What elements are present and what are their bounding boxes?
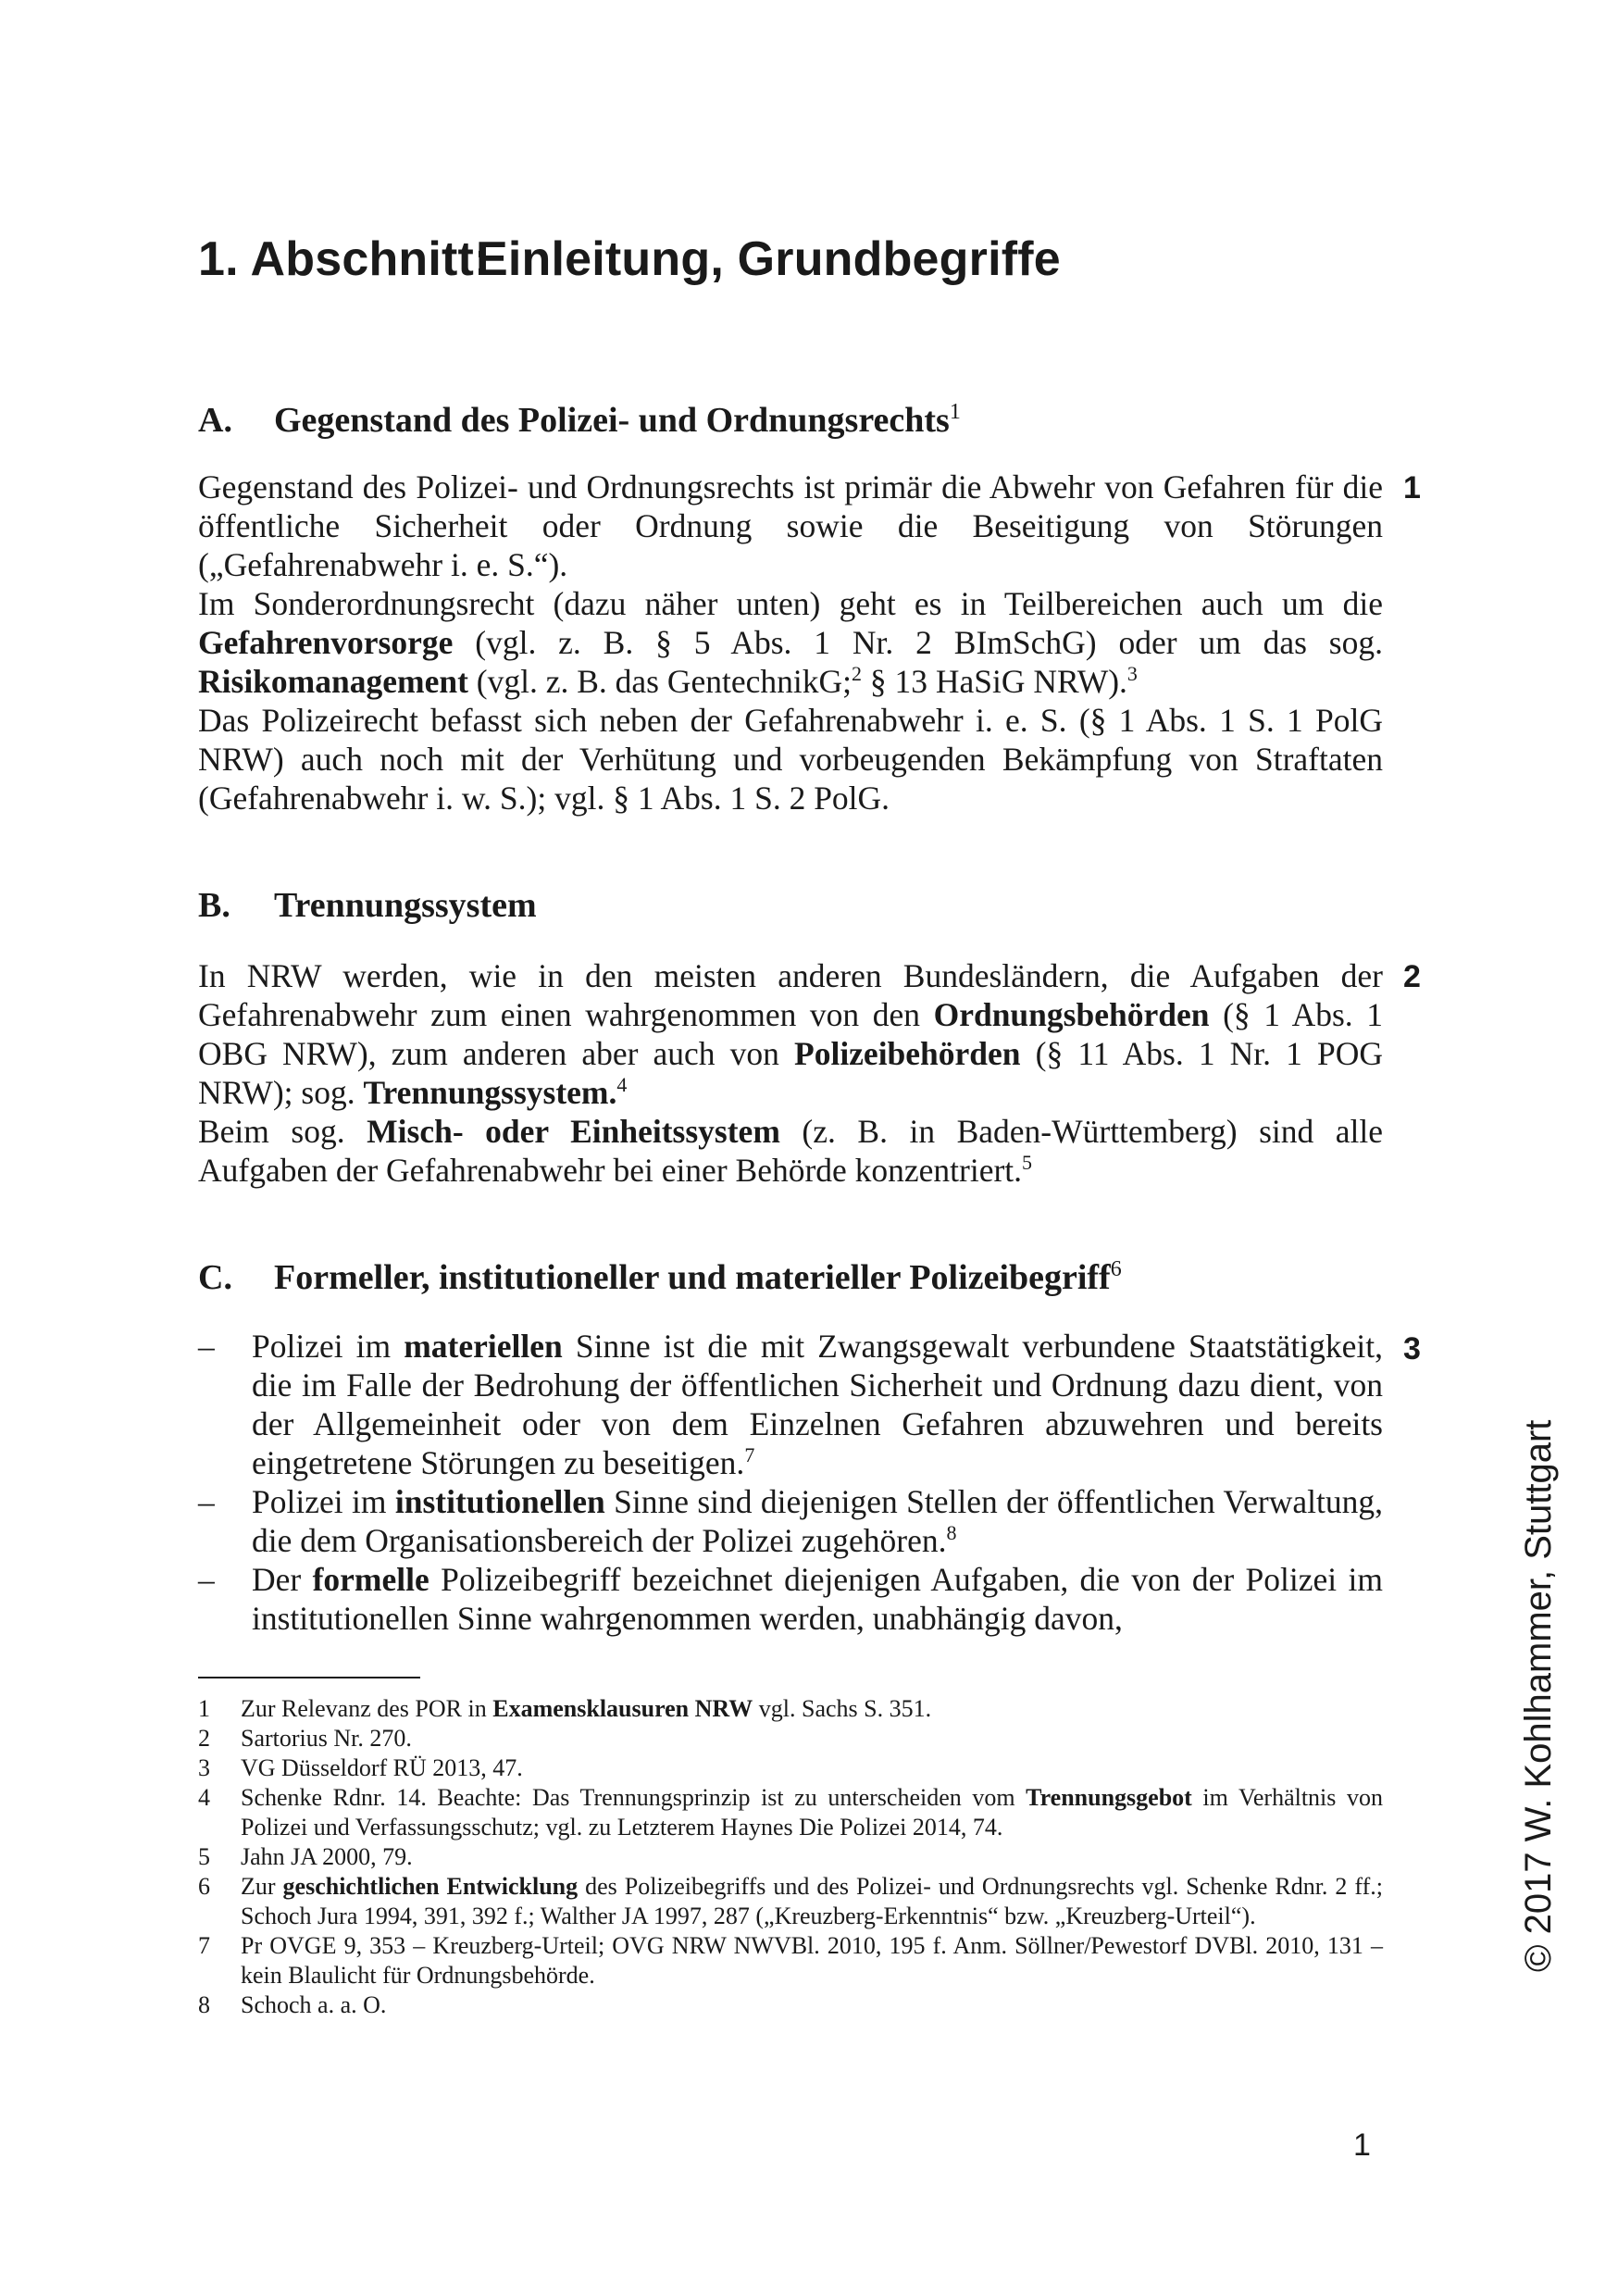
section-letter: A. (198, 401, 232, 440)
footnote-ref: 3 (1126, 662, 1138, 685)
section-title: Trennungssystem (274, 886, 537, 925)
footnote (198, 1694, 1383, 1724)
text-run: vgl. Sachs S. 351. (753, 1695, 932, 1722)
footnote-number: 4 (198, 1784, 210, 1811)
text-run: Im Sonderordnungsrecht (dazu näher unten) geht es in Teilbereichen auch um die (198, 585, 1383, 622)
footnote (198, 1842, 1383, 1872)
page-number: 1 (1353, 2128, 1371, 2163)
footnote-number: 7 (198, 1932, 210, 1959)
list-item (198, 1560, 1383, 1638)
dash-bullet: – (198, 1561, 215, 1598)
footnote-number: 5 (198, 1843, 210, 1870)
dash-bullet: – (198, 1483, 215, 1520)
emphasis: Trennungsgebot (1026, 1784, 1192, 1811)
section-body-b (198, 956, 1383, 1190)
text-run: Schoch a. a. O. (241, 1991, 387, 2018)
margin-number: 3 (1403, 1331, 1421, 1366)
text-run: (§ 1 Abs. 1 OBG NRW), zum anderen aber auch von (198, 996, 1383, 1072)
text-run: Beim sog. (198, 1113, 367, 1150)
footnote-ref: 7 (744, 1443, 755, 1466)
section-heading-c (198, 1257, 1122, 1298)
margin-number: 1 (1403, 470, 1421, 505)
text-run: Sinne sind diejenigen Stellen der öffentlichen Verwaltung, die dem Organisationsbereich der Polizei zugehören. (252, 1483, 1383, 1559)
section-heading-b (198, 885, 537, 926)
emphasis: Ordnungsbehörden (933, 996, 1210, 1033)
text-run: Schenke Rdnr. 14. Beachte: Das Trennungsprinzip ist zu unterscheiden vom (241, 1784, 1027, 1811)
footnote (198, 1872, 1383, 1931)
footnote-number: 3 (198, 1754, 210, 1781)
margin-number: 2 (1403, 959, 1421, 994)
emphasis: formelle (312, 1561, 429, 1598)
list-item (198, 1327, 1383, 1482)
emphasis: Trennungssystem. (363, 1074, 617, 1111)
chapter-number: 1. Abschnitt: (198, 232, 491, 286)
footnote (198, 1931, 1383, 1990)
footnote-ref: 1 (949, 400, 961, 424)
paragraph (198, 1112, 1383, 1190)
emphasis: geschichtlichen Entwicklung (282, 1873, 579, 1900)
text-run: Sinne ist die mit Zwangsgewalt verbundene Staatstätigkeit, die im Falle der Bedrohung der öffentlichen Sicherheit und Ordnung dazu dient, von der Allgemeinheit oder von dem Einzelnen Gefahren abzuwehren und bereits eingetretene Störungen zu beseitigen. (252, 1328, 1383, 1481)
footnote (198, 1724, 1383, 1753)
footnote-rule (198, 1677, 420, 1678)
emphasis: Misch- oder Einheitssystem (367, 1113, 780, 1150)
text-run: Polizei im (252, 1328, 404, 1365)
text-run: Sartorius Nr. 270. (241, 1725, 412, 1752)
text-run: (vgl. z. B. § 5 Abs. 1 Nr. 2 BImSchG) oder um das sog. (453, 624, 1383, 661)
text-run: Pr OVGE 9, 353 – Kreuzberg-Urteil; OVG NRW NWVBl. 2010, 195 f. Anm. Söllner/Pewestorf DVBl. 2010, 131 – kein Blaulicht für Ordnungsbehörde. (241, 1932, 1383, 1989)
footnote-number: 8 (198, 1991, 210, 2018)
emphasis: Examensklausuren NRW (492, 1695, 753, 1722)
text-run: § 13 HaSiG NRW). (861, 663, 1127, 700)
section-title: Formeller, institutioneller und materieller Polizeibegriff (274, 1258, 1111, 1297)
text-run: Das Polizeirecht befasst sich neben der Gefahrenabwehr i. e. S. (§ 1 Abs. 1 S. 1 PolG NRW) auch noch mit der Verhütung und vorbeugenden Bekämpfung von Straftaten (Gefahrenabwehr i. w. S.); vgl. § 1 Abs. 1 S. 2 PolG. (198, 702, 1383, 817)
text-run: Der (252, 1561, 313, 1598)
text-run: (§ 11 Abs. 1 Nr. 1 POG NRW); sog. (198, 1035, 1383, 1111)
footnote-ref: 8 (946, 1521, 957, 1544)
copyright-notice: © 2017 W. Kohlhammer, Stuttgart (1518, 1419, 1559, 1972)
emphasis: institutionellen (394, 1483, 605, 1520)
list-item (198, 1482, 1383, 1560)
footnote (198, 1783, 1383, 1842)
footnote-ref: 6 (1110, 1257, 1122, 1281)
text-run: Jahn JA 2000, 79. (241, 1843, 413, 1870)
section-body-a (198, 468, 1383, 817)
text-run: (vgl. z. B. das GentechnikG; (467, 663, 852, 700)
footnote-number: 1 (198, 1695, 210, 1722)
text-run: Zur Relevanz des POR in (241, 1695, 493, 1722)
chapter-title (198, 231, 1061, 287)
section-letter: B. (198, 886, 230, 925)
section-letter: C. (198, 1258, 232, 1297)
text-run: (z. B. in Baden-Württemberg) sind alle Aufgaben der Gefahrenabwehr bei einer Behörde konzentriert. (198, 1113, 1384, 1189)
text-run: In NRW werden, wie in den meisten anderen Bundesländern, die Aufgaben der Gefahrenabwehr zum einen wahrgenommen von den (198, 957, 1383, 1033)
text-run: VG Düsseldorf RÜ 2013, 47. (241, 1754, 523, 1781)
text-run: Zur (241, 1873, 283, 1900)
section-title: Gegenstand des Polizei- und Ordnungsrechts (274, 401, 950, 440)
footnote (198, 1990, 1383, 2020)
footnote-number: 6 (198, 1873, 210, 1900)
section-body-c (198, 1327, 1383, 1638)
footnote-ref: 5 (1022, 1151, 1033, 1174)
emphasis: Risikomanagement (198, 663, 468, 700)
footnote-ref: 2 (851, 662, 862, 685)
footnote-ref: 4 (616, 1073, 628, 1096)
footnote (198, 1753, 1383, 1783)
paragraph (198, 468, 1383, 584)
paragraph (198, 584, 1383, 701)
emphasis: Polizeibehörden (794, 1035, 1021, 1072)
footnote-number: 2 (198, 1725, 210, 1752)
emphasis: Gefahrenvorsorge (198, 624, 454, 661)
text-run: Polizei im (252, 1483, 395, 1520)
text-run: des Polizeibegriffs und des Polizei- und Ordnungsrechts vgl. Schenke Rdnr. 2 ff.; Schoch Jura 1994, 391, 392 f.; Walther JA 1997, 287 („Kreuzberg-Erkenntnis“ bzw. „Kreuzberg-Urteil“). (241, 1873, 1383, 1929)
section-heading-a (198, 400, 961, 441)
text-run: Gegenstand des Polizei- und Ordnungsrechts ist primär die Abwehr von Gefahren für die öffentliche Sicherheit oder Ordnung sowie die Beseitigung von Störungen („Gefahrenabwehr i. e. S.“). (198, 468, 1383, 583)
emphasis: materiellen (404, 1328, 563, 1365)
text-run: Polizeibegriff bezeichnet diejenigen Aufgaben, die von der Polizei im institutionellen Sinne wahrgenommen werden, unabhängig davon, (252, 1561, 1383, 1637)
text-run: im Verhältnis von Polizei und Verfassungsschutz; vgl. zu Letzterem Haynes Die Polizei 2014, 74. (241, 1784, 1384, 1841)
footnotes (198, 1694, 1383, 2020)
paragraph (198, 701, 1383, 817)
dash-bullet: – (198, 1328, 215, 1365)
chapter-heading: Einleitung, Grundbegriffe (476, 232, 1061, 286)
paragraph (198, 956, 1383, 1112)
definition-list (198, 1327, 1383, 1638)
